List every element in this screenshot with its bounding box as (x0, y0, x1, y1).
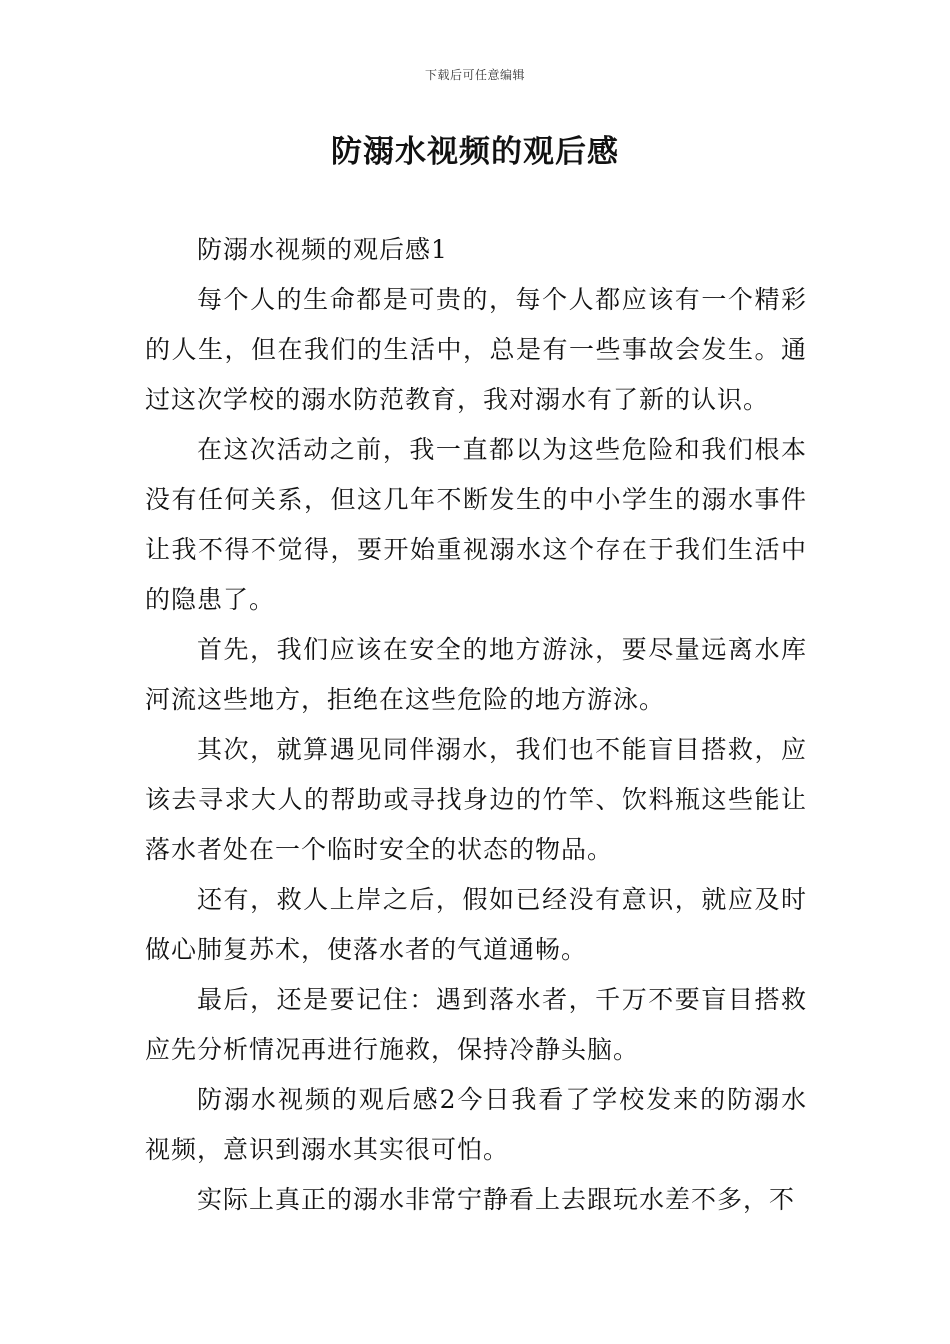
paragraph: 最后，还是要记住：遇到落水者，千万不要盲目搭救应先分析情况再进行施救，保持冷静头脑。 (145, 985, 807, 1064)
document-title: 防溺水视频的观后感 (331, 134, 619, 170)
paragraph: 每个人的生命都是可贵的，每个人都应该有一个精彩的人生，但在我们的生活中，总是有一些事故会发生。通过这次学校的溺水防范教育，我对溺水有了新的认识。 (145, 285, 807, 414)
paragraph: 还有，救人上岸之后，假如已经没有意识，就应及时做心肺复苏术，使落水者的气道通畅。 (145, 885, 807, 964)
paragraph: 防溺水视频的观后感1 (197, 235, 448, 264)
paragraph: 其次，就算遇见同伴溺水，我们也不能盲目搭救，应该去寻求大人的帮助或寻找身边的竹竿、饮料瓶这些能让落水者处在一个临时安全的状态的物品。 (145, 735, 807, 864)
header-note: 下载后可任意编辑 (424, 68, 525, 82)
paragraph: 实际上真正的溺水非常宁静看上去跟玩水差不多，不 (197, 1185, 796, 1214)
document-body (145, 225, 807, 1225)
paragraph: 在这次活动之前，我一直都以为这些危险和我们根本没有任何关系，但这几年不断发生的中小学生的溺水事件让我不得不觉得，要开始重视溺水这个存在于我们生活中的隐患了。 (145, 435, 807, 614)
paragraph: 防溺水视频的观后感2今日我看了学校发来的防溺水视频，意识到溺水其实很可怕。 (145, 1085, 807, 1164)
paragraph: 首先，我们应该在安全的地方游泳，要尽量远离水库河流这些地方，拒绝在这些危险的地方游泳。 (145, 635, 807, 714)
